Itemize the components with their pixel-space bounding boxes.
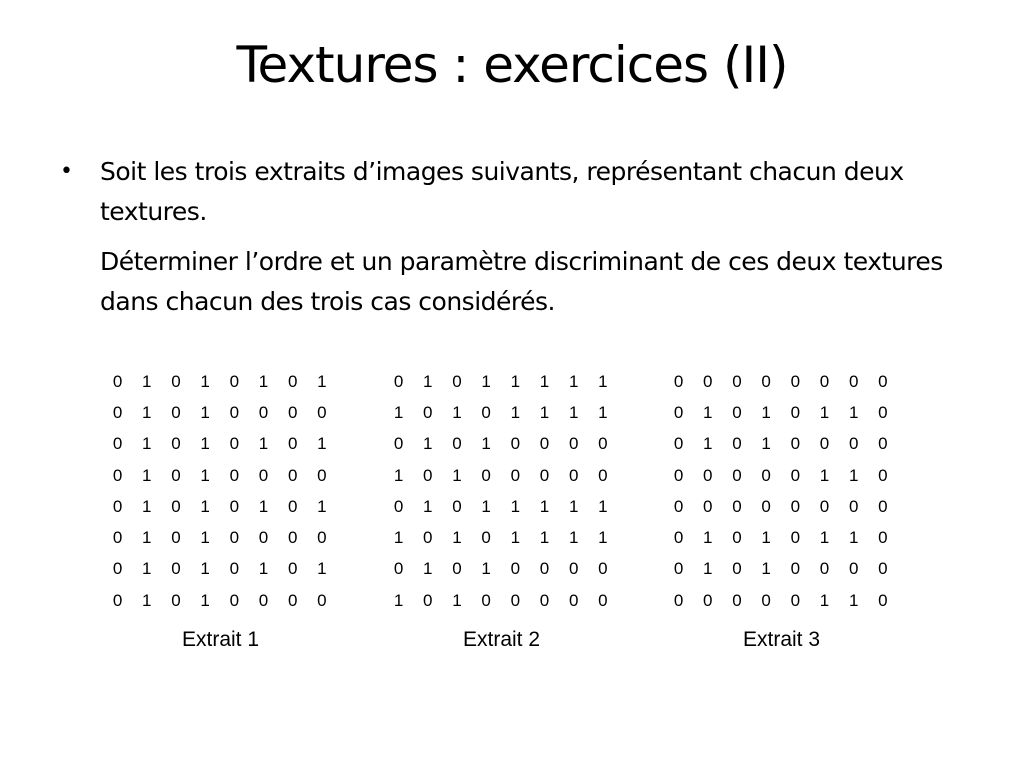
matrix-cell: 0	[790, 590, 801, 610]
matrix-cell: 1	[142, 371, 152, 391]
matrix-row	[664, 585, 898, 616]
matrix-row	[384, 585, 618, 616]
matrix-cell: 0	[171, 371, 181, 391]
matrix-cell: 0	[287, 434, 298, 454]
matrix-cell: 1	[510, 402, 521, 422]
matrix-row	[384, 522, 618, 553]
matrix-cell: 1	[258, 559, 269, 579]
matrix-cell: 0	[673, 559, 684, 579]
matrix-cell: 0	[229, 559, 240, 579]
matrix-extrait-2	[384, 366, 619, 652]
matrix-cell: 1	[481, 434, 491, 454]
matrix-cell: 0	[878, 528, 888, 548]
matrix-cell: 0	[112, 434, 123, 454]
matrix-row	[664, 460, 898, 491]
matrix-cell: 0	[878, 465, 888, 485]
matrix-cell: 1	[258, 434, 269, 454]
matrix-cell: 0	[703, 590, 713, 610]
matrix-cell: 0	[258, 465, 269, 485]
matrix-cell: 0	[287, 371, 298, 391]
matrix-cell: 0	[229, 402, 240, 422]
matrix-cell: 0	[878, 402, 888, 422]
matrix-cell: 0	[790, 496, 801, 516]
matrix-cell: 1	[819, 402, 830, 422]
matrix-cell: 0	[393, 371, 404, 391]
bullet-block	[60, 152, 960, 322]
matrix-cell: 1	[539, 528, 550, 548]
matrix-cell: 0	[393, 496, 404, 516]
matrix-cell: 0	[790, 434, 801, 454]
matrix-cell: 0	[510, 590, 521, 610]
matrix-row	[664, 397, 898, 428]
matrix-cell: 0	[673, 465, 684, 485]
bullet-item	[60, 152, 960, 232]
matrix-cell: 1	[819, 590, 830, 610]
matrix-cell: 1	[142, 590, 152, 610]
matrix-caption: Extrait 1	[181, 628, 260, 652]
matrix-cell: 1	[568, 496, 579, 516]
matrix-cell: 0	[171, 434, 181, 454]
matrix-cell: 0	[112, 528, 123, 548]
matrix-cell: 0	[452, 496, 462, 516]
matrix-cell: 1	[423, 434, 433, 454]
matrix-cell: 1	[481, 559, 491, 579]
matrix-cell: 0	[761, 371, 771, 391]
matrix-cell: 0	[317, 590, 327, 610]
matrix-cell: 1	[258, 496, 269, 516]
matrix-cell: 1	[317, 371, 327, 391]
matrix-cell: 1	[423, 496, 433, 516]
matrix-cell: 0	[171, 559, 181, 579]
matrix-cell: 0	[673, 402, 684, 422]
matrix-row	[103, 397, 337, 428]
matrix-cell: 1	[200, 559, 210, 579]
matrix-cell: 1	[142, 402, 152, 422]
matrix-cell: 1	[598, 496, 608, 516]
matrix-cell: 0	[673, 371, 684, 391]
matrix-cell: 1	[539, 496, 550, 516]
matrix-cell: 0	[423, 402, 433, 422]
matrix-cell: 0	[112, 371, 123, 391]
matrix-cell: 0	[229, 465, 240, 485]
matrix-cell: 1	[848, 402, 859, 422]
matrix-row	[103, 429, 337, 460]
matrix-cell: 0	[732, 590, 742, 610]
matrix-cell: 0	[790, 371, 801, 391]
matrix-cell: 1	[598, 402, 608, 422]
matrix-cell: 0	[287, 528, 298, 548]
matrix-cell: 0	[790, 402, 801, 422]
bullet-text-line1: Soit les trois extraits d’images suivants, représentant chacun deux textures.	[100, 157, 904, 226]
matrix-row	[384, 460, 618, 491]
matrix-row	[384, 491, 618, 522]
matrix-cell: 0	[819, 559, 830, 579]
matrix-cell: 1	[200, 590, 210, 610]
matrix-cell: 1	[848, 528, 859, 548]
matrix-table	[103, 366, 337, 616]
matrix-cell: 0	[287, 559, 298, 579]
matrix-cell: 1	[848, 590, 859, 610]
matrix-cell: 1	[703, 528, 713, 548]
matrix-cell: 0	[539, 590, 550, 610]
matrix-cell: 0	[171, 590, 181, 610]
matrix-extrait-1	[103, 366, 338, 652]
matrix-cell: 0	[481, 528, 491, 548]
matrix-cell: 0	[423, 465, 433, 485]
matrix-cell: 0	[287, 402, 298, 422]
matrix-cell: 0	[171, 402, 181, 422]
matrix-cell: 0	[317, 528, 327, 548]
matrix-cell: 1	[200, 528, 210, 548]
matrix-cell: 1	[393, 465, 404, 485]
matrix-cell: 1	[598, 371, 608, 391]
matrix-cell: 0	[510, 559, 521, 579]
matrix-caption: Extrait 3	[742, 628, 821, 652]
matrix-cell: 1	[819, 528, 830, 548]
matrix-cell: 0	[112, 465, 123, 485]
matrix-cell: 1	[481, 496, 491, 516]
matrix-cell: 0	[539, 434, 550, 454]
matrix-cell: 1	[142, 559, 152, 579]
matrix-cell: 1	[200, 465, 210, 485]
matrix-cell: 0	[732, 496, 742, 516]
matrix-cell: 0	[229, 528, 240, 548]
matrix-cell: 0	[171, 528, 181, 548]
matrix-cell: 1	[819, 465, 830, 485]
matrix-cell: 0	[732, 371, 742, 391]
matrix-row	[103, 460, 337, 491]
matrix-cell: 1	[481, 371, 491, 391]
matrix-cell: 1	[703, 559, 713, 579]
matrix-cell: 0	[317, 465, 327, 485]
matrix-row	[664, 491, 898, 522]
matrix-cell: 0	[673, 434, 684, 454]
matrix-cell: 1	[598, 528, 608, 548]
matrix-cell: 0	[393, 559, 404, 579]
matrix-cell: 1	[200, 434, 210, 454]
matrix-cell: 0	[112, 590, 123, 610]
matrix-cell: 1	[761, 528, 771, 548]
matrix-cell: 0	[287, 465, 298, 485]
matrix-cell: 1	[568, 528, 579, 548]
matrix-cell: 1	[761, 402, 771, 422]
matrix-cell: 1	[393, 528, 404, 548]
matrix-cell: 0	[732, 402, 742, 422]
matrix-cell: 1	[452, 528, 462, 548]
matrix-cell: 1	[761, 434, 771, 454]
matrix-cell: 1	[761, 559, 771, 579]
matrix-cell: 0	[819, 434, 830, 454]
matrix-cell: 0	[878, 434, 888, 454]
matrix-cell: 1	[142, 434, 152, 454]
matrix-cell: 1	[142, 496, 152, 516]
matrix-cell: 0	[229, 434, 240, 454]
matrix-cell: 1	[200, 496, 210, 516]
matrix-cell: 0	[229, 371, 240, 391]
matrix-cell: 0	[761, 590, 771, 610]
matrix-cell: 0	[598, 590, 608, 610]
matrix-cell: 0	[112, 402, 123, 422]
matrix-cell: 0	[539, 559, 550, 579]
matrix-cell: 0	[878, 371, 888, 391]
matrix-cell: 1	[568, 371, 579, 391]
matrix-cell: 1	[510, 496, 521, 516]
matrix-table	[384, 366, 618, 616]
bullet-dot-icon: •	[60, 159, 73, 184]
matrix-cell: 0	[790, 559, 801, 579]
matrix-cell: 0	[848, 434, 859, 454]
matrix-cell: 0	[112, 559, 123, 579]
matrix-cell: 0	[878, 559, 888, 579]
matrix-cell: 0	[703, 465, 713, 485]
matrix-cell: 0	[452, 434, 462, 454]
matrix-row	[103, 366, 337, 397]
matrix-caption: Extrait 2	[462, 628, 541, 652]
matrix-cell: 0	[423, 528, 433, 548]
matrix-cell: 1	[423, 371, 433, 391]
matrix-cell: 1	[510, 371, 521, 391]
matrix-cell: 1	[142, 528, 152, 548]
matrix-cell: 1	[317, 434, 327, 454]
matrix-cell: 1	[200, 402, 210, 422]
matrix-cell: 0	[732, 559, 742, 579]
matrix-row	[384, 429, 618, 460]
matrix-cell: 0	[848, 496, 859, 516]
matrix-cell: 0	[423, 590, 433, 610]
matrix-cell: 1	[703, 434, 713, 454]
matrix-cell: 1	[393, 590, 404, 610]
matrix-cell: 1	[703, 402, 713, 422]
matrix-cell: 1	[200, 371, 210, 391]
matrix-cell: 1	[423, 559, 433, 579]
matrix-cell: 1	[452, 465, 462, 485]
matrix-cell: 0	[703, 371, 713, 391]
matrix-row	[103, 522, 337, 553]
matrix-cell: 1	[848, 465, 859, 485]
matrix-row	[384, 366, 618, 397]
matrix-cell: 0	[568, 590, 579, 610]
matrix-cell: 0	[568, 559, 579, 579]
matrix-cell: 0	[229, 590, 240, 610]
matrix-cell: 0	[568, 434, 579, 454]
matrix-cell: 1	[317, 496, 327, 516]
matrix-cell: 0	[761, 465, 771, 485]
matrix-cell: 0	[481, 402, 491, 422]
matrix-row	[103, 491, 337, 522]
matrix-cell: 0	[258, 528, 269, 548]
matrix-cell: 0	[848, 559, 859, 579]
matrix-cell: 0	[790, 465, 801, 485]
matrix-cell: 0	[258, 402, 269, 422]
matrix-cell: 0	[732, 434, 742, 454]
matrix-cell: 1	[510, 528, 521, 548]
matrix-row	[664, 366, 898, 397]
matrix-cell: 0	[393, 434, 404, 454]
matrix-cell: 0	[703, 496, 713, 516]
matrix-cell: 0	[848, 371, 859, 391]
matrix-cell: 0	[732, 465, 742, 485]
matrix-row	[103, 554, 337, 585]
matrix-cell: 0	[112, 496, 123, 516]
matrix-cell: 1	[317, 559, 327, 579]
matrix-row	[664, 522, 898, 553]
matrix-cell: 0	[317, 402, 327, 422]
matrix-cell: 0	[539, 465, 550, 485]
matrix-cell: 0	[673, 590, 684, 610]
slide-title: Textures : exercices (II)	[236, 36, 788, 94]
matrix-cell: 0	[481, 590, 491, 610]
matrix-cell: 0	[171, 496, 181, 516]
matrix-cell: 0	[790, 528, 801, 548]
matrix-cell: 0	[819, 496, 830, 516]
matrices-area	[0, 366, 1024, 666]
matrix-cell: 0	[452, 559, 462, 579]
matrix-cell: 1	[258, 371, 269, 391]
matrix-cell: 1	[393, 402, 404, 422]
matrix-cell: 0	[510, 465, 521, 485]
matrix-cell: 1	[539, 402, 550, 422]
matrix-cell: 1	[452, 402, 462, 422]
matrix-cell: 0	[258, 590, 269, 610]
matrix-row	[664, 554, 898, 585]
matrix-cell: 0	[878, 590, 888, 610]
matrix-cell: 0	[568, 465, 579, 485]
matrix-row	[384, 554, 618, 585]
matrix-cell: 0	[510, 434, 521, 454]
matrix-extrait-3	[664, 366, 899, 652]
matrix-cell: 0	[287, 590, 298, 610]
matrix-cell: 0	[598, 465, 608, 485]
matrix-cell: 0	[452, 371, 462, 391]
matrix-cell: 0	[287, 496, 298, 516]
matrix-row	[384, 397, 618, 428]
matrix-table	[664, 366, 898, 616]
matrix-cell: 1	[452, 590, 462, 610]
matrix-cell: 0	[878, 496, 888, 516]
matrix-row	[664, 429, 898, 460]
matrix-row	[103, 585, 337, 616]
matrix-cell: 0	[819, 371, 830, 391]
matrix-cell: 1	[142, 465, 152, 485]
matrix-cell: 0	[732, 528, 742, 548]
matrix-cell: 0	[481, 465, 491, 485]
matrix-cell: 1	[539, 371, 550, 391]
bullet-text-line2: Déterminer l’ordre et un paramètre discriminant de ces deux textures dans chacun des trois cas considérés.	[100, 247, 943, 316]
matrix-cell: 0	[598, 559, 608, 579]
matrix-cell: 0	[229, 496, 240, 516]
matrix-cell: 1	[568, 402, 579, 422]
matrix-cell: 0	[673, 496, 684, 516]
matrix-cell: 0	[171, 465, 181, 485]
matrix-cell: 0	[761, 496, 771, 516]
matrix-cell: 0	[673, 528, 684, 548]
matrix-cell: 0	[598, 434, 608, 454]
